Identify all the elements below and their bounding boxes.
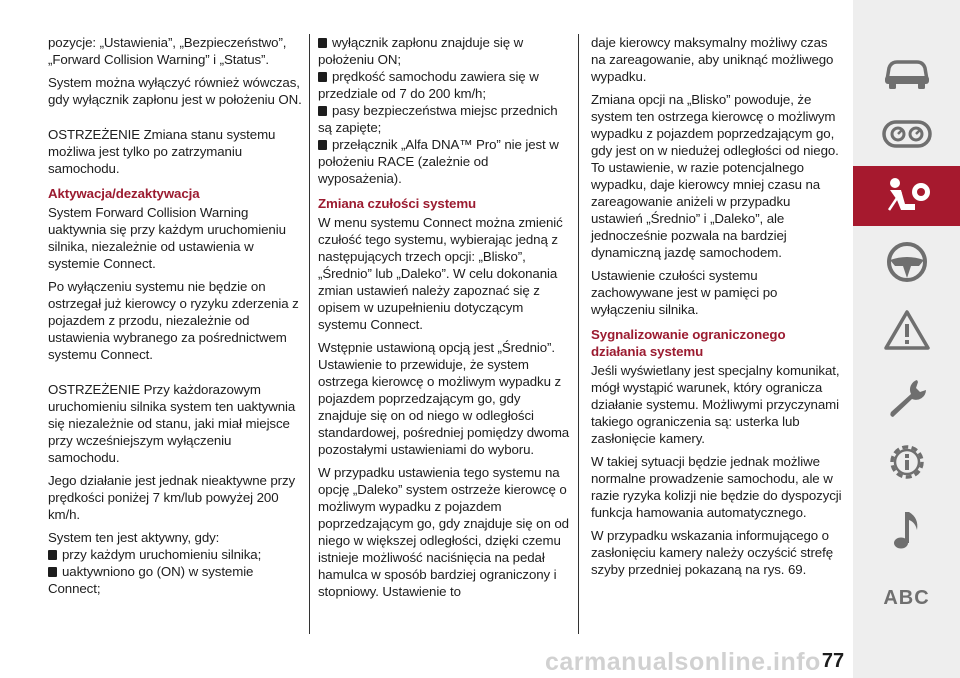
bullet-item: pasy bezpieczeństwa miejsc przednich są zapięte; (318, 103, 558, 135)
bullet-item: wyłącznik zapłonu znajduje się w położeniu ON; (318, 35, 524, 67)
sidebar-item-multimedia[interactable] (853, 500, 960, 560)
paragraph: W menu systemu Connect można zmienić czułość tego systemu, wybierając jedną z następujących trzech opcji: „Blisko”, „Średnio” lub „Daleko”. W celu dokonania zmian ustawień należy zapoznać się z opisem w uzupełnieniu dotyczącym systemu Connect. (318, 215, 563, 332)
sidebar-item-driving[interactable] (853, 232, 960, 292)
car-icon (881, 50, 933, 94)
chapter-sidebar (853, 0, 960, 678)
paragraph: pozycje: „Ustawienia”, „Bezpieczeństwo”, „Forward Collision Warning” i „Status”. (48, 35, 287, 67)
bullet-square-icon (318, 72, 327, 82)
paragraph: Ustawienie czułości systemu zachowywane jest w pamięci po wyłączeniu silnika. (591, 268, 778, 317)
warning-triangle-icon (881, 308, 933, 352)
bullet-item: prędkość samochodu zawiera się w przedziale od 7 do 200 km/h; (318, 69, 539, 101)
paragraph: Jego działanie jest jednak nieaktywne przy prędkości poniżej 7 km/lub powyżej 200 km/h. (48, 473, 296, 522)
column-divider (309, 34, 310, 634)
sidebar-item-warnings[interactable] (853, 300, 960, 360)
bullet-square-icon (48, 550, 57, 560)
abc-index-label: ABC (883, 586, 930, 609)
paragraph: Jeśli wyświetlany jest specjalny komunikat, mógł wystąpić warunek, który ogranicza działanie systemu. Możliwymi przyczynami takiego ograniczenia są: usterka lub zasłonięcie kamery. (591, 363, 840, 446)
bullet-square-icon (318, 140, 327, 150)
paragraph: System można wyłączyć również wówczas, gdy wyłącznik zapłonu jest w położeniu ON. (48, 75, 302, 107)
watermark: carmanualsonline.info (545, 648, 821, 676)
gear-info-icon (881, 440, 933, 484)
paragraph: Po wyłączeniu systemu nie będzie on ostrzegał już kierowcy o ryzyku zderzenia z pojazdem z przodu, niezależnie od ustawienia wybranego za pośrednictwem systemu Connect. (48, 279, 299, 362)
sidebar-item-technical-data[interactable] (853, 432, 960, 492)
paragraph: Zmiana opcji na „Blisko” powoduje, że system ten ostrzega kierowcę o możliwym wypadku z pojazdem poprzedzającym go, gdy jest on w niedużej odległości od niego. To ustawienie, w razie potencjalnego wypadku, daje kierowcy mniej czasu na zareagowanie aniżeli w przypadku ustawień „Średnio” i „Daleko”, ale jednocześnie pozwala na bardziej dynamiczną jazdę samochodem. (591, 92, 839, 260)
bullet-item: uaktywniono go (ON) w systemie Connect; (48, 564, 254, 596)
wrench-icon (881, 376, 933, 420)
bullet-item: przełącznik „Alfa DNA™ Pro” nie jest w położeniu RACE (zależnie od wyposażenia). (318, 137, 559, 186)
sidebar-item-index[interactable] (853, 568, 960, 628)
page-number: 77 (821, 650, 845, 672)
section-heading: Sygnalizowanie ograniczonego działania systemu (591, 327, 786, 359)
paragraph: Wstępnie ustawioną opcją jest „Średnio”. Ustawienie to przewiduje, że system ostrzega kierowcę o możliwym wypadku z pojazdem poprzedzającym go, gdy znajduje się on od niego w odległości standardowej, pośredniej pomiędzy dwoma pozostałymi ustawieniami do wyboru. (318, 340, 570, 457)
column-divider (578, 34, 579, 634)
paragraph: W przypadku ustawienia tego systemu na opcję „Daleko” system ostrzeże kierowcę o możliwym wypadku z pojazdem poprzedzającym go, gdy znajduje się on od niego w większej odległości, dzięki czemu istnieje możliwość naciśnięcia na pedał hamulca w sposób bardziej ograniczony i stopniowy. Ustawienie to (318, 465, 569, 599)
text-column-1 (48, 34, 303, 597)
dashboard-gauges-icon (881, 112, 933, 156)
bullet-item: przy każdym uruchomieniu silnika; (48, 546, 303, 563)
warning-paragraph: OSTRZEŻENIE Zmiana stanu systemu możliwa jest tylko po zatrzymaniu samochodu. (48, 127, 276, 176)
sidebar-item-maintenance[interactable] (853, 368, 960, 428)
text-column-2 (318, 34, 570, 606)
section-heading: Zmiana czułości systemu (318, 196, 477, 211)
sidebar-item-car[interactable] (853, 42, 960, 102)
airbag-seatbelt-icon (881, 174, 933, 218)
music-note-icon (881, 508, 933, 552)
paragraph: System Forward Collision Warning uaktywnia się przy każdym uruchomieniu silnika, niezależnie od ustawienia w systemie Connect. (48, 205, 286, 271)
bullet-square-icon (318, 106, 327, 116)
bullet-square-icon (48, 567, 57, 577)
paragraph: W przypadku wskazania informującego o zasłonięciu kamery należy oczyścić strefę szyby przedniej pokazaną na rys. 69. (591, 528, 833, 577)
paragraph: System ten jest aktywny, gdy: (48, 530, 220, 545)
section-heading: Aktywacja/dezaktywacja (48, 186, 200, 201)
bullet-square-icon (318, 38, 327, 48)
sidebar-item-safety[interactable] (853, 166, 960, 226)
warning-paragraph: OSTRZEŻENIE Przy każdorazowym uruchomieniu silnika system ten uaktywnia się niezależnie od stanu, jaki miał miejsce przy wcześniejszym wyłączeniu samochodu. (48, 382, 296, 465)
text-column-3 (591, 34, 843, 584)
sidebar-item-dashboard[interactable] (853, 104, 960, 164)
paragraph: daje kierowcy maksymalny możliwy czas na zareagowanie, aby uniknąć możliwego wypadku. (591, 35, 834, 84)
paragraph: W takiej sytuacji będzie jednak możliwe normalne prowadzenie samochodu, ale w razie ryzyka kolizji nie będzie do dyspozycji funkcja hamowania automatycznego. (591, 454, 842, 520)
steering-wheel-icon (881, 240, 933, 284)
